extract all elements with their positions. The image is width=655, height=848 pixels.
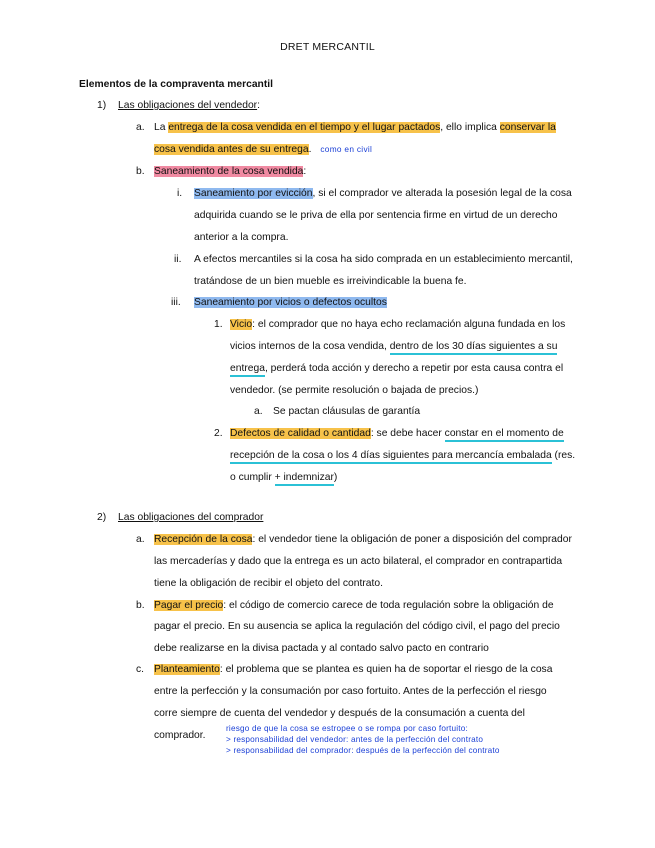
item-iii-1-line3: entrega, perderá toda acción y derecho a repetir por esta causa contra el bbox=[230, 363, 563, 374]
item-1a-line1: La entrega de la cosa vendida en el tiempo y el lugar pactados, ello implica conservar la bbox=[154, 122, 556, 133]
handwritten-note-vendedor: > responsabilidad del vendedor: antes de la perfección del contrato bbox=[226, 735, 484, 744]
section-1-number: 1) bbox=[97, 100, 107, 111]
item-2c-line2: entre la perfección y la consumación por caso fortuito. Antes de la perfección el riesgo bbox=[154, 686, 547, 697]
item-2a-line1: Recepción de la cosa: el vendedor tiene la obligación de poner a disposición del comprador bbox=[154, 534, 572, 545]
item-2a-marker: a. bbox=[136, 534, 145, 545]
item-2c-line4: comprador. bbox=[154, 730, 206, 741]
item-ii-line1: A efectos mercantiles si la cosa ha sido comprada en un establecimiento mercantil, bbox=[194, 254, 573, 265]
item-2a-line3: tiene la obligación de recibir el objeto del contrato. bbox=[154, 578, 383, 589]
page-title: DRET MERCANTIL bbox=[280, 41, 375, 53]
item-2b-line2: pagar el precio. En su ausencia se aplica la regulación del código civil, el pago del precio bbox=[154, 621, 560, 632]
highlight-vicio: Vicio bbox=[230, 319, 253, 330]
underline-30-dias: dentro de los 30 días siguientes a su bbox=[390, 341, 558, 355]
highlight-saneamiento: Saneamiento de la cosa vendida bbox=[154, 166, 304, 177]
item-2b-line1: Pagar el precio: el código de comercio carece de toda regulación sobre la obligación de bbox=[154, 600, 554, 611]
item-iii-1a-marker: a. bbox=[254, 406, 263, 417]
highlight-entrega: entrega de la cosa vendida en el tiempo y el lugar pactados bbox=[168, 122, 441, 133]
item-1a-marker: a. bbox=[136, 122, 145, 133]
item-ii-line2: tratándose de un bien mueble es irreivindicable la buena fe. bbox=[194, 276, 467, 287]
highlight-planteamiento: Planteamiento bbox=[154, 664, 220, 675]
item-i-line1: Saneamiento por evicción, si el comprador ve alterada la posesión legal de la cosa bbox=[194, 188, 572, 199]
section-1-title: Las obligaciones del vendedor: bbox=[118, 100, 260, 111]
underline-4-dias: recepción de la cosa o los 4 días siguientes para mercancía embalada bbox=[230, 450, 552, 464]
item-i-marker: i. bbox=[177, 188, 183, 199]
item-2c-line1: Planteamiento: el problema que se plantea es quien ha de soportar el riesgo de la cosa bbox=[154, 664, 553, 675]
item-iii-marker: iii. bbox=[171, 297, 181, 308]
section-heading: Elementos de la compraventa mercantil bbox=[79, 79, 273, 90]
highlight-conservar: conservar la bbox=[499, 122, 556, 133]
item-iii-1-line2: vicios internos de la cosa vendida, dentro de los 30 días siguientes a su bbox=[230, 341, 557, 352]
handwritten-note-comprador: > responsabilidad del comprador: después de la perfección del contrato bbox=[226, 746, 500, 755]
item-iii-1a-text: Se pactan cláusulas de garantía bbox=[273, 406, 421, 417]
item-iii-1-marker: 1. bbox=[214, 319, 223, 330]
item-ii-marker: ii. bbox=[174, 254, 182, 265]
section-2-title: Las obligaciones del comprador bbox=[118, 512, 264, 523]
item-iii-1-line4: vendedor. (se permite resolución o bajada de precios.) bbox=[230, 385, 479, 396]
item-i-line3: anterior a la compra. bbox=[194, 232, 289, 243]
item-2b-marker: b. bbox=[136, 600, 145, 611]
highlight-vicios: Saneamiento por vicios o defectos ocultos bbox=[194, 297, 387, 308]
handwritten-note-civil: como en civil bbox=[320, 144, 373, 154]
section-2-number: 2) bbox=[97, 512, 107, 523]
item-2c-marker: c. bbox=[136, 664, 145, 675]
item-2b-line3: debe realizarse en la divisa pactada y al contado salvo pacto en contrario bbox=[154, 643, 489, 654]
item-2c-line3: corre siempre de cuenta del vendedor y después de la consumación a cuenta del bbox=[154, 708, 525, 719]
highlight-pagar: Pagar el precio bbox=[154, 600, 224, 611]
item-i-line2: adquirida cuando se le priva de ella por sentencia firme en virtud de un derecho bbox=[194, 210, 558, 221]
item-iii-1-line1: Vicio: el comprador que no haya echo reclamación alguna fundada en los bbox=[230, 319, 566, 330]
item-1a-line2: cosa vendida antes de su entrega. como en civil bbox=[154, 144, 373, 155]
item-iii-2-line3: o cumplir + indemnizar) bbox=[230, 472, 337, 483]
item-iii-2-line1: Defectos de calidad o cantidad: se debe hacer constar en el momento de bbox=[230, 428, 564, 439]
item-1b-title: Saneamiento de la cosa vendida: bbox=[154, 166, 307, 177]
highlight-defectos: Defectos de calidad o cantidad bbox=[230, 428, 371, 439]
item-1b-marker: b. bbox=[136, 166, 145, 177]
item-iii-title bbox=[194, 297, 387, 308]
highlight-recepcion: Recepción de la cosa bbox=[154, 534, 253, 545]
handwritten-note-riesgo: riesgo de que la cosa se estropee o se rompa por caso fortuito: bbox=[226, 724, 468, 733]
item-iii-2-line2: recepción de la cosa o los 4 días siguientes para mercancía embalada (res. bbox=[230, 450, 575, 461]
item-iii-2-marker: 2. bbox=[214, 428, 223, 439]
highlight-eviccion: Saneamiento por evicción bbox=[194, 188, 313, 199]
item-2a-line2: las mercaderías y dado que la entrega es un acto bilateral, el comprador en contrapartida bbox=[154, 556, 563, 567]
